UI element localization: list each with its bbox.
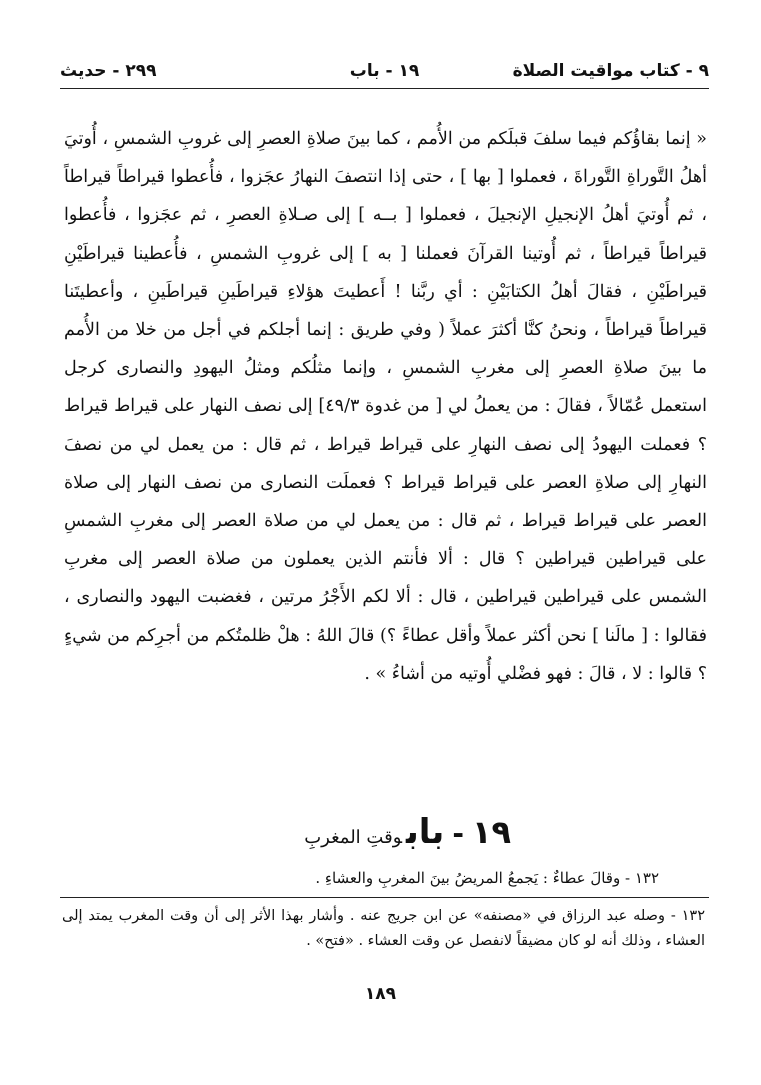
chapter-heading: [304, 812, 511, 860]
athar-text: ١٣٢ - وقالَ عطاءٌ : يَجمعُ المريضُ بينَ المغربِ والعشاءِ .: [315, 869, 659, 887]
hadith-body-text: « إنما بقاؤُكم فيما سلفَ قبلَكم من الأُمم ، كما بينَ صلاةِ العصرِ إلى غروبِ الشمسِ ، أُوتيَ أهلُ التَّوراةِ التَّوراةَ ، فعملوا [ بها ] ، حتى إذا انتصفَ النهارُ عجَزوا ، فأُعطوا قيراطاً قيراطاً ، ثم أُوتيَ أهلُ الإنجيلِ الإنجيلَ ، فعملوا [ بــه ] إلى صـلاةِ العصرِ ، ثم عجَزوا ، فأُعطوا قيراطاً قيراطاً ، ثم أُوتينا القرآنَ فعملنا [ به ] إلى غروبِ الشمسِ ، فأُعطينا قيراطَيْنِ قيراطَيْنِ ، فقالَ أهلُ الكتابَيْنِ : أي ربَّنا ! أَعطيتَ هؤلاءِ قيراطَينِ قيراطَينِ ، وأعطيتَنا قيراطاً قيراطاً ، ونحنُ كنَّا أكثرَ عملاً ( وفي طريق : إنما أجلكم في أجل من خلا من الأُمم ما بينَ صلاةِ العصرِ إلى مغربِ الشمسِ ، وإنما مثلُكم ومثلُ اليهودِ والنصارى كرجل استعمل عُمّالاً ، فقالَ : من يعملُ لي [ من غدوة ٤٩/٣] إلى نصف النهار على قيراط قيراط ؟ فعملت اليهودُ إلى نصف النهارِ على قيراط قيراط ، ثم قال : من يعمل لي من نصفَ النهارِ إلى صلاةِ العصر على قيراط قيراط ؟ فعملَت النصارى من نصف النهار إلى صلاة العصر على قيراط قيراط ، ثم قال : من يعمل لي من صلاة العصر إلى مغربِ الشمسِ على قيراطين قيراطين ؟ قال : ألا فأنتم الذين يعملون من صلاة العصر إلى مغربِ الشمس على قيراطين قيراطين ، قال : ألا لكم الأَجْرُ مرتين ، فغضبت اليهود والنصارى ، فقالوا : [ مالَنا ] نحن أكثر عملاً وأقل عطاءً ؟) قالَ اللهُ : هلْ ظلمتُكم من أجرِكم من شيءٍ ؟ قالوا : لا ، قالَ : فهو فضْلي أُوتيه من أشاءُ » .: [64, 129, 707, 684]
chapter-number: ١٩: [471, 813, 511, 851]
header-divider: [60, 88, 709, 89]
footnote-divider: [60, 897, 709, 898]
chapter-dash: -: [452, 817, 464, 850]
header-hadith-label: ٢٩٩ - حديث: [60, 61, 157, 81]
page-number: ١٨٩: [364, 984, 397, 1004]
chapter-bab-word: باب: [406, 812, 445, 852]
chapter-title: وقتِ المغربِ: [304, 827, 402, 848]
header-chapter-label: ٩ - كتاب مواقيت الصلاة: [512, 61, 709, 81]
footnote-text: ١٣٢ - وصله عبد الرزاق في «مصنفه» عن ابن جريج عنه . وأشار بهذا الأثر إلى أن وقت المغرب يمتد إلى العشاء ، وذلك أنه لو كان مضيقاً لانفصل عن وقت العشاء . «فتح» .: [62, 908, 705, 949]
header-bab-label: ١٩ - باب: [349, 61, 420, 81]
running-header: [60, 58, 709, 84]
